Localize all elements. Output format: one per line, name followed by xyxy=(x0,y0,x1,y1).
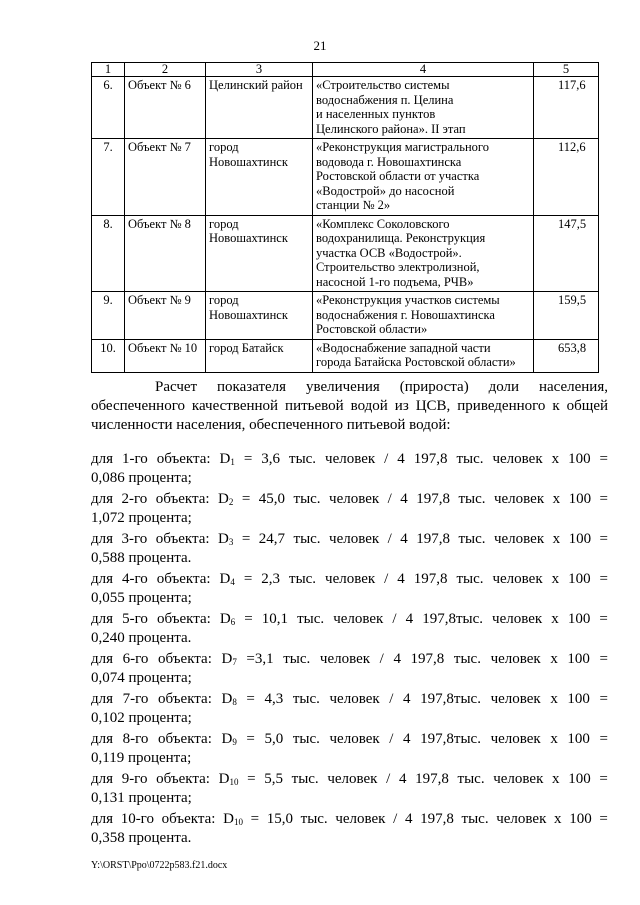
formula-word: 4 xyxy=(398,771,407,787)
formula-word: человек xyxy=(329,491,380,507)
formula-variable xyxy=(218,490,233,509)
formula-word: объекта: xyxy=(155,531,210,547)
formula-word: D xyxy=(221,691,233,707)
calculation-result: 0,119 процента; xyxy=(91,750,192,766)
formula-word: D xyxy=(218,531,229,547)
row-number-cell: 7. xyxy=(92,139,125,216)
formula-word: / xyxy=(392,611,397,627)
formula-word: = xyxy=(246,731,255,747)
formula-word: = xyxy=(599,811,608,827)
formula-subscript: 4 xyxy=(230,577,235,587)
formula-word: 197,8 xyxy=(416,531,450,547)
location-cell: город Новошахтинск xyxy=(206,215,313,292)
project-cell: «Комплекс Соколовского водохранилища. Реконструкция участка ОСВ «Водострой». Строительство электролизной, насосной 1-го подъема, РЧВ» xyxy=(313,215,534,292)
formula-variable xyxy=(220,570,235,589)
formula-word: 100 xyxy=(568,491,592,507)
table-row xyxy=(92,339,599,372)
formula-word: = xyxy=(599,691,608,707)
formula-subscript: 3 xyxy=(228,537,234,547)
formula-word: 1-го xyxy=(122,451,148,467)
formula-word: 45,0 xyxy=(258,491,286,507)
formula-word: / xyxy=(379,651,384,667)
formula-word: 4 xyxy=(405,611,414,627)
formula-word: тыс. xyxy=(456,451,484,467)
calculation-item xyxy=(91,810,608,848)
location-cell: город Новошахтинск xyxy=(206,139,313,216)
value-cell: 117,6 xyxy=(534,77,599,139)
footer-file-path: Y:\ORST\Ppo\0722p583.f21.docx xyxy=(91,860,228,871)
calculation-formula xyxy=(91,690,608,709)
formula-word: человек xyxy=(493,771,544,787)
calculation-item xyxy=(91,450,608,488)
formula-word: 5,0 xyxy=(264,731,284,747)
row-number-cell: 10. xyxy=(92,339,125,372)
calculation-result: 0,086 процента; xyxy=(91,470,192,486)
calculation-result: 0,074 процента; xyxy=(91,670,192,686)
formula-word: человек xyxy=(496,811,547,827)
formula-word: D xyxy=(221,651,233,667)
formula-word: для xyxy=(91,531,114,547)
formula-word: для xyxy=(91,811,114,827)
calculation-formula xyxy=(91,490,608,509)
calculation-item xyxy=(91,770,608,808)
formula-word: человек xyxy=(492,451,543,467)
formula-word: 4,3 xyxy=(264,691,284,707)
formula-word: x xyxy=(550,731,558,747)
project-cell: «Водоснабжение западной части города Батайска Ростовской области» xyxy=(313,339,534,372)
formula-word: D xyxy=(221,731,233,747)
project-cell: «Реконструкция участков системы водоснабжения г. Новошахтинска Ростовской области» xyxy=(313,292,534,340)
formula-word: 100 xyxy=(569,811,592,827)
formula-word: 9-го xyxy=(121,771,148,787)
formula-word: 4 xyxy=(404,811,413,827)
formula-word: объекта: xyxy=(158,691,212,707)
formula-word: / xyxy=(387,531,392,547)
formula-word: тыс. xyxy=(458,531,486,547)
formula-word: 4 xyxy=(400,491,408,507)
formula-word: = xyxy=(247,771,256,787)
formula-word: для xyxy=(91,651,114,667)
formula-word: 197,8 xyxy=(416,491,450,507)
formula-word: 197,8 xyxy=(420,811,454,827)
table-row xyxy=(92,77,599,139)
formula-word: = xyxy=(250,811,260,827)
formula-word: 197,8 xyxy=(413,451,448,467)
formula-word: x xyxy=(554,811,562,827)
formula-subscript: 7 xyxy=(232,657,237,667)
calculation-item xyxy=(91,490,608,528)
formula-word: человек xyxy=(493,531,545,547)
formula-word: объекта: xyxy=(158,731,212,747)
formula-word: тыс. xyxy=(292,691,320,707)
formula-word: тыс. xyxy=(289,451,317,467)
formula-word: = xyxy=(599,451,608,467)
object-cell: Объект № 6 xyxy=(125,77,206,139)
calculation-result: 0,131 процента; xyxy=(91,790,192,806)
object-cell: Объект № 8 xyxy=(125,215,206,292)
calculation-formula xyxy=(91,610,608,629)
formula-subscript: 8 xyxy=(232,697,237,707)
formula-word: объекта: xyxy=(158,651,212,667)
formula-word: человек xyxy=(492,571,543,587)
calculation-formula xyxy=(91,570,608,589)
calculation-result: 0,102 процента; xyxy=(91,710,192,726)
location-cell: город Новошахтинск xyxy=(206,292,313,340)
formula-word: человек xyxy=(319,651,371,667)
formula-word: D xyxy=(219,611,231,627)
header-cell: 4 xyxy=(313,63,534,77)
formula-word: человек xyxy=(335,811,386,827)
formula-word: 100 xyxy=(567,611,591,627)
formula-word: 100 xyxy=(568,451,591,467)
formula-word: = xyxy=(244,611,253,627)
object-cell: Объект № 10 xyxy=(125,339,206,372)
formula-word: 100 xyxy=(568,531,592,547)
formula-word: тыс. xyxy=(297,611,325,627)
formula-word: человек xyxy=(490,691,541,707)
formula-subscript: 9 xyxy=(232,737,237,747)
formula-word: тыс. xyxy=(300,811,328,827)
calculation-item xyxy=(91,570,608,608)
intro-paragraph: Расчет показателя увеличения (прироста) доли населения, обеспеченного качественной питьевой водой из ЦСВ, приведенного к общей численности населения, обеспеченного питьевой водой: xyxy=(91,379,608,433)
formula-word: человек xyxy=(333,611,384,627)
formula-word: тыс. xyxy=(292,731,320,747)
formula-word: D xyxy=(219,571,231,587)
formula-word: человек xyxy=(490,651,541,667)
formula-variable xyxy=(221,650,236,669)
formula-word: 197,8тыс. xyxy=(420,691,481,707)
value-cell: 112,6 xyxy=(534,139,599,216)
calculation-formula xyxy=(91,650,608,669)
formula-variable xyxy=(219,770,239,789)
formula-word: для xyxy=(91,691,114,707)
formula-word: объекта: xyxy=(156,771,210,787)
formula-word: для xyxy=(91,771,114,787)
calculation-item xyxy=(91,530,608,568)
formula-variable xyxy=(220,450,235,469)
formula-word: для xyxy=(91,611,114,627)
formula-word: объекта: xyxy=(156,451,211,467)
calculation-formula xyxy=(91,810,608,829)
formula-word: 5,5 xyxy=(264,771,283,787)
formula-word: 7-го xyxy=(122,691,149,707)
formula-word: для xyxy=(91,731,114,747)
formula-word: 2-го xyxy=(121,491,148,507)
calculation-formula xyxy=(91,530,608,549)
formula-word: 100 xyxy=(567,691,590,707)
formula-word: 24,7 xyxy=(258,531,286,547)
formula-word: 4-го xyxy=(122,571,148,587)
formula-word: x xyxy=(552,491,561,507)
formula-word: x xyxy=(551,611,559,627)
location-cell: город Батайск xyxy=(206,339,313,372)
formula-word: / xyxy=(393,811,398,827)
formula-word: x xyxy=(551,571,560,587)
formula-word: 5-го xyxy=(122,611,148,627)
formula-word: 4 xyxy=(393,651,401,667)
formula-word: = xyxy=(599,731,608,747)
formula-word: = xyxy=(246,691,255,707)
row-number-cell: 8. xyxy=(92,215,125,292)
formula-word: x xyxy=(550,651,558,667)
table-row xyxy=(92,292,599,340)
formula-word: 100 xyxy=(568,571,591,587)
formula-subscript: 6 xyxy=(230,617,236,627)
formula-word: =3,1 xyxy=(246,651,274,667)
formula-word: 15,0 xyxy=(266,811,293,827)
formula-word: тыс. xyxy=(461,811,489,827)
table-header-row xyxy=(92,63,599,77)
row-number-cell: 6. xyxy=(92,77,125,139)
table-row xyxy=(92,215,599,292)
formula-word: тыс. xyxy=(293,491,321,507)
formula-word: x xyxy=(550,691,558,707)
formula-word: человек xyxy=(325,571,376,587)
formula-word: тыс. xyxy=(457,771,485,787)
formula-word: / xyxy=(389,731,394,747)
formula-word: 197,8 xyxy=(410,651,445,667)
calculation-item xyxy=(91,730,608,768)
formula-word: D xyxy=(223,811,234,827)
formula-word: объекта: xyxy=(156,611,211,627)
formula-word: объекта: xyxy=(161,811,216,827)
calculation-item xyxy=(91,650,608,688)
formula-word: 197,8 xyxy=(413,571,448,587)
calculation-result: 0,055 процента; xyxy=(91,590,192,606)
calculation-result: 1,072 процента; xyxy=(91,510,192,526)
calculation-result: 0,358 процента. xyxy=(91,830,192,846)
formula-word: 4 xyxy=(397,571,405,587)
formula-word: 100 xyxy=(567,651,590,667)
formula-word: / xyxy=(384,571,389,587)
table-row xyxy=(92,139,599,216)
object-cell: Объект № 7 xyxy=(125,139,206,216)
objects-table xyxy=(91,62,599,373)
project-cell: «Реконструкция магистрального водовода г. Новошахтинска Ростовской области от участка «Водострой» до насосной станции № 2» xyxy=(313,139,534,216)
formula-word: для xyxy=(91,451,114,467)
formula-word: 6-го xyxy=(122,651,149,667)
formula-word: человек xyxy=(490,731,541,747)
location-cell: Целинский район xyxy=(206,77,313,139)
formula-word: для xyxy=(91,571,114,587)
formula-word: тыс. xyxy=(458,491,486,507)
formula-word: = xyxy=(599,531,608,547)
formula-word: = xyxy=(243,451,253,467)
formula-word: для xyxy=(91,491,114,507)
formula-word: 4 xyxy=(400,531,408,547)
page-number: 21 xyxy=(313,38,327,53)
formula-word: тыс. xyxy=(453,651,481,667)
formula-word: объекта: xyxy=(155,491,210,507)
formula-word: 100 xyxy=(567,731,590,747)
formula-word: 3,6 xyxy=(261,451,281,467)
header-cell: 1 xyxy=(92,63,125,77)
formula-word: человек xyxy=(329,731,380,747)
value-cell: 653,8 xyxy=(534,339,599,372)
formula-word: 197,8 xyxy=(415,771,449,787)
formula-word: 2,3 xyxy=(261,571,281,587)
header-cell: 5 xyxy=(534,63,599,77)
formula-word: D xyxy=(219,451,231,467)
formula-word: x xyxy=(552,771,560,787)
formula-word: 4 xyxy=(397,451,405,467)
formula-word: 197,8тыс. xyxy=(420,731,481,747)
formula-word: человек xyxy=(492,611,543,627)
formula-word: человек xyxy=(329,531,380,547)
formula-word: = xyxy=(599,611,608,627)
formula-word: объекта: xyxy=(156,571,211,587)
header-cell: 2 xyxy=(125,63,206,77)
formula-variable xyxy=(218,530,233,549)
formula-subscript: 10 xyxy=(229,777,239,787)
value-cell: 159,5 xyxy=(534,292,599,340)
formula-word: человек xyxy=(329,691,380,707)
formula-word: D xyxy=(218,491,229,507)
formula-subscript: 1 xyxy=(230,457,235,467)
formula-word: = xyxy=(599,771,608,787)
formula-word: 4 xyxy=(403,691,411,707)
formula-word: тыс. xyxy=(456,571,484,587)
formula-word: 8-го xyxy=(122,731,149,747)
calculation-formula xyxy=(91,770,608,789)
formula-subscript: 10 xyxy=(233,817,243,827)
formula-word: = xyxy=(599,571,608,587)
formula-word: тыс. xyxy=(289,571,317,587)
project-cell: «Строительство системы водоснабжения п. Целина и населенных пунктов Целинского района». II этап xyxy=(313,77,534,139)
formula-word: x xyxy=(551,451,560,467)
formula-word: = xyxy=(599,651,608,667)
formula-word: человек xyxy=(325,451,376,467)
formula-word: человек xyxy=(327,771,378,787)
formula-word: тыс. xyxy=(291,771,319,787)
formula-word: тыс. xyxy=(283,651,311,667)
header-cell: 3 xyxy=(206,63,313,77)
formula-word: 4 xyxy=(403,731,411,747)
formula-variable xyxy=(220,610,235,629)
object-cell: Объект № 9 xyxy=(125,292,206,340)
formula-word: 197,8тыс. xyxy=(422,611,483,627)
formula-word: x xyxy=(552,531,561,547)
formula-subscript: 2 xyxy=(228,497,234,507)
formula-word: 10-го xyxy=(120,811,154,827)
formula-word: 100 xyxy=(568,771,591,787)
formula-word: / xyxy=(384,451,389,467)
calculation-result: 0,240 процента. xyxy=(91,630,192,646)
calculation-item xyxy=(91,690,608,728)
formula-word: D xyxy=(218,771,230,787)
formula-word: 10,1 xyxy=(261,611,289,627)
formula-word: = xyxy=(241,491,251,507)
calculation-formula xyxy=(91,450,608,469)
formula-word: 3-го xyxy=(121,531,148,547)
formula-variable xyxy=(221,690,236,709)
calculations-list xyxy=(91,450,608,850)
formula-word: = xyxy=(241,531,251,547)
formula-word: / xyxy=(386,771,391,787)
formula-variable xyxy=(221,730,236,749)
formula-word: человек xyxy=(493,491,545,507)
value-cell: 147,5 xyxy=(534,215,599,292)
calculation-formula xyxy=(91,730,608,749)
row-number-cell: 9. xyxy=(92,292,125,340)
formula-variable xyxy=(223,810,243,829)
formula-word: / xyxy=(387,491,392,507)
formula-word: / xyxy=(389,691,394,707)
formula-word: тыс. xyxy=(293,531,321,547)
calculation-result: 0,588 процента. xyxy=(91,550,192,566)
formula-word: = xyxy=(243,571,253,587)
calculation-item xyxy=(91,610,608,648)
formula-word: = xyxy=(599,491,608,507)
